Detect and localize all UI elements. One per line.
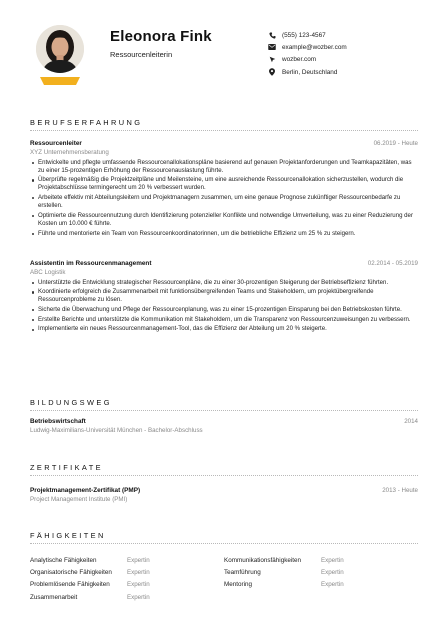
skill-item [224, 569, 418, 576]
contact-list [268, 29, 418, 78]
job-bullet: Überprüfte regelmäßig die Projektzeitpläne und Meilensteine, um eine ausreichende Ressourcenallokation sicherzustellen, wodurch die Projektabschlüsse termingerecht um 20 % verbessert wurden. [30, 176, 418, 192]
job-company: ABC Logistik [30, 268, 66, 276]
skill-item [30, 569, 224, 576]
job-bullet: Arbeitete effektiv mit Abteilungsleitern und Projektmanagern zusammen, um eine genaue Prognose zukünftiger Ressourcenbedarfe zu erstellen. [30, 194, 418, 210]
degree-institution: Ludwig-Maximilians-Universität München - Bachelor-Abschluss [30, 426, 203, 434]
skill-level: Expertin [127, 569, 150, 577]
job-bullets [30, 279, 418, 334]
job-bullet: Optimierte die Ressourcennutzung durch Identifizierung potenzieller Konflikte und notwendige Umverteilung, was zu einer Reduzierung der Kosten um 10.000 € führte. [30, 212, 418, 228]
candidate-title: Ressourcenleiterin [110, 50, 173, 59]
skill-item [30, 594, 226, 601]
job-bullet: Sicherte die Überwachung und Pflege der Ressourcenplanung, was zu einer 15-prozentigen Einsparung bei den Betriebskosten führte. [30, 306, 418, 314]
certificate-entry [30, 487, 418, 503]
job-bullet: Koordinierte erfolgreich die Zusammenarbeit mit funktionsübergreifenden Teams und Stakeholdern, um projektübergreifende Ressourcenprobleme zu lösen. [30, 288, 418, 304]
contact-phone-text: (555) 123-4567 [282, 31, 326, 39]
certificates-divider [30, 475, 418, 476]
job-title: Ressourcenleiter [30, 140, 82, 147]
experience-divider [30, 130, 418, 131]
contact-location-text: Berlin, Deutschland [282, 68, 338, 76]
candidate-name: Eleonora Fink [110, 28, 212, 45]
skill-item [30, 557, 224, 564]
contact-website-text[interactable]: wozber.com [282, 56, 317, 64]
avatar [36, 25, 84, 88]
contact-email-text[interactable]: example@wozber.com [282, 43, 347, 51]
experience-heading: BERUFSERFAHRUNG [30, 118, 143, 127]
education-entry [30, 418, 418, 434]
skill-item [224, 581, 418, 588]
job-title: Assistentin im Ressourcenmanagement [30, 260, 152, 267]
skill-level: Expertin [321, 556, 344, 564]
skill-name: Problemlösende Fähigkeiten [30, 581, 110, 589]
job-bullet: Entwickelte und pflegte umfassende Ressourcenallokationspläne basierend auf genauen Projektanforderungen und Teamkapazitäten, was zu einer 15-prozentigen Erhöhung der Ressourcenauslastung führte. [30, 159, 418, 175]
contact-location [268, 66, 418, 78]
accent-bar [36, 77, 84, 85]
skill-name: Teamführung [224, 569, 261, 577]
job-bullet: Implementierte ein neues Ressourcenmanagement-Tool, das die Effizienz der Abteilung um 20 % steigerte. [30, 325, 418, 333]
job-bullets [30, 159, 418, 238]
skill-level: Expertin [321, 569, 344, 577]
skill-name: Analytische Fähigkeiten [30, 556, 97, 564]
skills-divider [30, 543, 418, 544]
location-pin-icon [268, 68, 276, 76]
skill-name: Kommunikationsfähigkeiten [224, 556, 302, 564]
job-bullet: Unterstützte die Entwicklung strategischer Ressourcenpläne, die zu einer 30-prozentigen Steigerung der Betriebseffizienz führten. [30, 279, 418, 287]
certificate-issuer: Project Management Institute (PMI) [30, 495, 128, 503]
certificates-heading: ZERTIFIKATE [30, 463, 103, 472]
contact-phone [268, 29, 418, 41]
job-bullet: Erstellte Berichte und unterstützte die Kommunikation mit Stakeholdern, um die Transparenz von Ressourcenzuweisungen zu verbessern. [30, 316, 418, 324]
skill-level: Expertin [127, 593, 150, 601]
job-dates: 02.2014 - 05.2019 [367, 260, 418, 267]
certificate-title: Projektmanagement-Zertifikat (PMP) [30, 487, 141, 494]
phone-icon [268, 31, 276, 39]
skills-grid [30, 554, 418, 604]
education-divider [30, 410, 418, 411]
job-entry-2 [30, 260, 418, 335]
link-icon [268, 56, 276, 64]
profile-photo [36, 25, 84, 73]
skill-name: Mentoring [224, 581, 253, 589]
job-company: XYZ Unternehmensberatung [30, 148, 109, 156]
skills-heading: FÄHIGKEITEN [30, 531, 106, 540]
contact-email[interactable] [268, 41, 418, 53]
email-icon [268, 43, 276, 51]
degree-date: 2014 [404, 418, 418, 425]
skill-level: Expertin [127, 556, 150, 564]
degree-title: Betriebswirtschaft [30, 418, 86, 425]
skill-name: Zusammenarbeit [30, 593, 78, 601]
skill-level: Expertin [321, 581, 344, 589]
job-entry-1 [30, 140, 418, 239]
certificate-date: 2013 - Heute [382, 487, 418, 494]
contact-website[interactable] [268, 54, 418, 66]
job-bullet: Führte und mentorierte ein Team von Ressourcenkoordinatorinnen, um die betriebliche Effizienz um 25 % zu steigern. [30, 230, 418, 238]
job-dates: 06.2019 - Heute [373, 140, 418, 147]
education-heading: BILDUNGSWEG [30, 398, 112, 407]
skill-name: Organisatorische Fähigkeiten [30, 569, 112, 577]
skill-item [224, 557, 418, 564]
skill-level: Expertin [127, 581, 150, 589]
skill-item [30, 581, 224, 588]
